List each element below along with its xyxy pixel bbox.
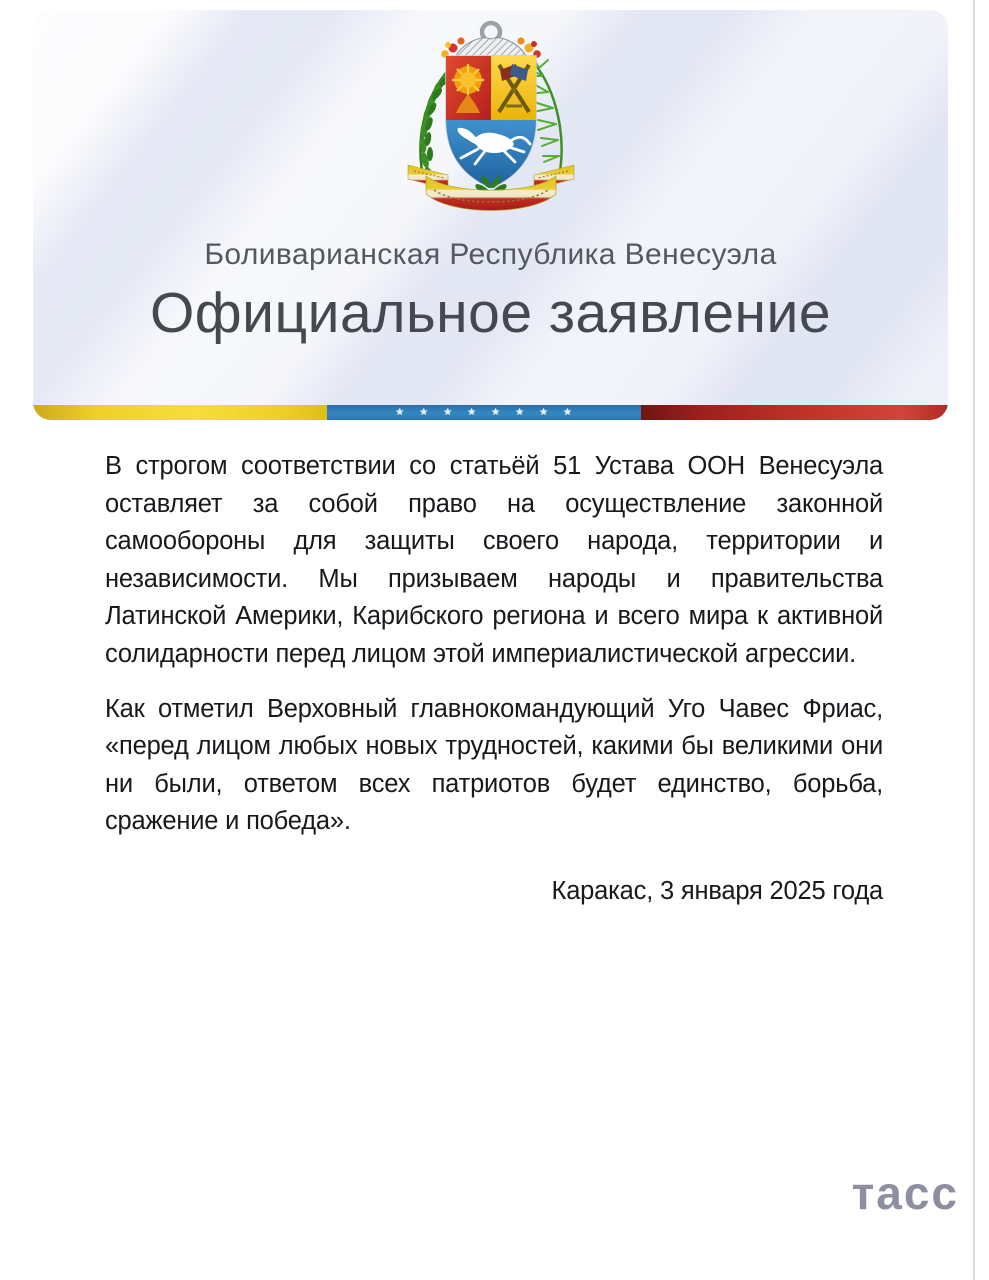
star-icon: ★ xyxy=(443,406,453,418)
right-edge-divider xyxy=(973,0,975,1280)
statement-paragraph-2: Как отметил Верховный главнокомандующий Уго Чавес Фриас, «перед лицом любых новых трудностей, какими бы великими они ни были, ответом всех патриотов будет единство, борьба, сражение и победа». xyxy=(105,694,883,836)
venezuela-flag-bar xyxy=(33,405,948,420)
header-card xyxy=(33,10,948,420)
flag-stars xyxy=(395,408,572,418)
tass-logo: тасс xyxy=(851,1167,959,1219)
dateline: Каракас, 3 января 2025 года xyxy=(551,876,883,905)
venezuela-coat-of-arms-icon xyxy=(396,18,586,223)
star-icon: ★ xyxy=(491,406,501,418)
star-icon: ★ xyxy=(515,406,525,418)
document-title: Официальное заявление xyxy=(149,281,832,345)
flag-red-segment xyxy=(641,405,948,420)
star-icon: ★ xyxy=(563,406,572,418)
statement-paragraph-1: В строгом соответствии со статьёй 51 Устава ООН Венесуэла оставляет за собой право на осуществление законной самообороны для защиты своего народа, территории и независимости. Мы призываем народы и правительства Латинской Америки, Карибского региона и всего мира к активной солидарности перед лицом этой империалистической агрессии. xyxy=(105,452,883,668)
star-icon: ★ xyxy=(395,406,405,418)
flag-blue-segment xyxy=(327,405,641,420)
emblem-wrap xyxy=(33,18,948,223)
statement-body xyxy=(105,448,883,911)
flag-yellow-segment xyxy=(33,405,327,420)
country-title: Боливарианская Республика Венесуэла xyxy=(204,238,777,271)
star-icon: ★ xyxy=(419,406,429,418)
star-icon: ★ xyxy=(539,406,549,418)
star-icon: ★ xyxy=(467,406,477,418)
